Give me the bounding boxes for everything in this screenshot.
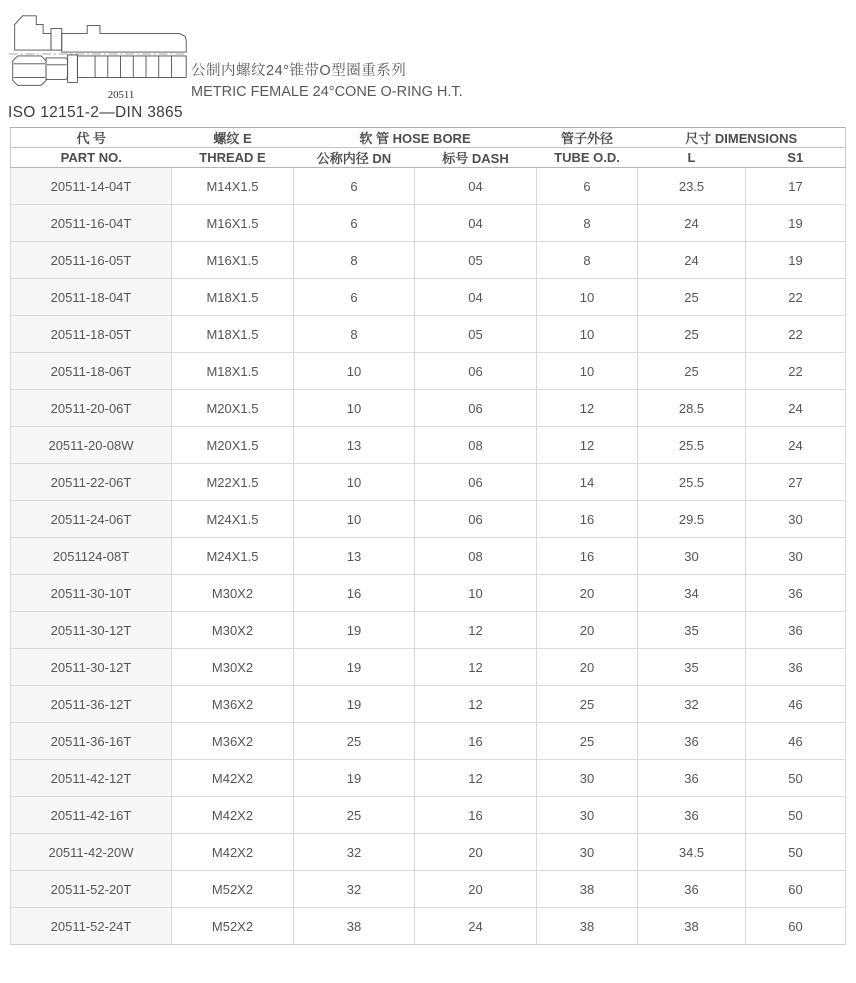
table-cell: 22 (746, 353, 846, 390)
table-cell: 19 (746, 205, 846, 242)
table-cell: 6 (294, 279, 415, 316)
table-cell: 50 (746, 760, 846, 797)
header-hose-bore: 软 管 HOSE BORE (294, 128, 537, 148)
table-cell: 46 (746, 686, 846, 723)
table-row (11, 612, 846, 649)
table-cell: M16X1.5 (172, 242, 294, 279)
table-cell: 36 (746, 612, 846, 649)
table-cell: 06 (415, 501, 537, 538)
table-cell: M18X1.5 (172, 279, 294, 316)
table-cell: M18X1.5 (172, 353, 294, 390)
table-cell: 10 (294, 464, 415, 501)
table-cell: 32 (294, 834, 415, 871)
table-cell: 25 (294, 797, 415, 834)
table-cell: 04 (415, 205, 537, 242)
header-part-no: PART NO. (11, 148, 172, 168)
page-header (0, 0, 856, 125)
cell-part-no: 20511-14-04T (11, 168, 172, 205)
cell-part-no: 20511-16-04T (11, 205, 172, 242)
table-cell: 05 (415, 316, 537, 353)
cell-part-no: 20511-18-06T (11, 353, 172, 390)
table-cell: 22 (746, 316, 846, 353)
table-cell: 10 (294, 353, 415, 390)
header-part-no-zh: 代 号 (11, 128, 172, 148)
header-row-en (11, 148, 846, 168)
table-cell: 10 (537, 279, 638, 316)
table-cell: 19 (294, 760, 415, 797)
table-row (11, 464, 846, 501)
table-row (11, 316, 846, 353)
table-cell: 16 (294, 575, 415, 612)
header-s1: S1 (746, 148, 846, 168)
table-cell: 36 (746, 575, 846, 612)
table-row (11, 538, 846, 575)
table-cell: 30 (537, 834, 638, 871)
table-cell: 25 (638, 279, 746, 316)
table-cell: 06 (415, 353, 537, 390)
cell-part-no: 20511-52-24T (11, 908, 172, 945)
table-row (11, 686, 846, 723)
table-cell: M22X1.5 (172, 464, 294, 501)
table-cell: 34.5 (638, 834, 746, 871)
cell-part-no: 20511-42-12T (11, 760, 172, 797)
header-l: L (638, 148, 746, 168)
table-cell: 13 (294, 538, 415, 575)
cell-part-no: 20511-30-12T (11, 612, 172, 649)
table-cell: 14 (537, 464, 638, 501)
cell-part-no: 20511-18-04T (11, 279, 172, 316)
cell-part-no: 20511-36-12T (11, 686, 172, 723)
table-cell: M30X2 (172, 612, 294, 649)
table-cell: 25.5 (638, 427, 746, 464)
table-cell: 36 (638, 797, 746, 834)
cell-part-no: 20511-30-12T (11, 649, 172, 686)
standard-reference: ISO 12151-2—DIN 3865 (8, 104, 183, 121)
header-dash: 标号 DASH (415, 148, 537, 168)
table-row (11, 649, 846, 686)
drawing-model-number: 20511 (107, 89, 135, 102)
table-cell: M20X1.5 (172, 427, 294, 464)
table-cell: 12 (415, 760, 537, 797)
table-cell: 28.5 (638, 390, 746, 427)
fitting-technical-drawing (5, 5, 190, 103)
header-row-zh (11, 128, 846, 148)
table-cell: 46 (746, 723, 846, 760)
table-cell: 08 (415, 427, 537, 464)
table-cell: M20X1.5 (172, 390, 294, 427)
table-cell: 6 (537, 168, 638, 205)
table-cell: 06 (415, 464, 537, 501)
table-cell: 19 (294, 686, 415, 723)
table-cell: M42X2 (172, 797, 294, 834)
table-cell: 20 (537, 649, 638, 686)
table-cell: 30 (537, 760, 638, 797)
product-title-en: METRIC FEMALE 24°CONE O-RING H.T. (191, 84, 463, 100)
cell-part-no: 20511-18-05T (11, 316, 172, 353)
cell-part-no: 20511-24-06T (11, 501, 172, 538)
table-cell: M16X1.5 (172, 205, 294, 242)
table-cell: 25 (294, 723, 415, 760)
table-cell: 10 (537, 316, 638, 353)
table-cell: 22 (746, 279, 846, 316)
table-cell: M52X2 (172, 871, 294, 908)
table-cell: 06 (415, 390, 537, 427)
table-cell: 08 (415, 538, 537, 575)
table-cell: 38 (537, 908, 638, 945)
table-cell: 23.5 (638, 168, 746, 205)
table-cell: 04 (415, 168, 537, 205)
table-cell: 20 (537, 612, 638, 649)
header-thread: THREAD E (172, 148, 294, 168)
table-cell: M30X2 (172, 575, 294, 612)
table-cell: 8 (537, 242, 638, 279)
table-cell: 60 (746, 871, 846, 908)
table-cell: M42X2 (172, 760, 294, 797)
table-cell: 12 (537, 427, 638, 464)
table-cell: 05 (415, 242, 537, 279)
table-cell: 24 (746, 427, 846, 464)
table-cell: M24X1.5 (172, 501, 294, 538)
table-cell: 25 (638, 316, 746, 353)
table-row (11, 797, 846, 834)
table-row (11, 279, 846, 316)
table-cell: 30 (638, 538, 746, 575)
table-cell: M42X2 (172, 834, 294, 871)
table-cell: 19 (746, 242, 846, 279)
table-cell: 13 (294, 427, 415, 464)
table-row (11, 760, 846, 797)
table-cell: 29.5 (638, 501, 746, 538)
table-cell: 36 (638, 723, 746, 760)
table-cell: 8 (294, 242, 415, 279)
table-cell: 35 (638, 612, 746, 649)
table-cell: 25 (537, 723, 638, 760)
table-cell: 38 (294, 908, 415, 945)
table-cell: 6 (294, 168, 415, 205)
cell-part-no: 20511-30-10T (11, 575, 172, 612)
table-cell: 20 (415, 834, 537, 871)
table-cell: 12 (415, 612, 537, 649)
table-cell: M14X1.5 (172, 168, 294, 205)
table-cell: 10 (294, 390, 415, 427)
table-row (11, 501, 846, 538)
header-tube-od-zh: 管子外径 (537, 128, 638, 148)
table-cell: 20 (537, 575, 638, 612)
table-row (11, 242, 846, 279)
table-cell: 12 (415, 649, 537, 686)
table-cell: 10 (294, 501, 415, 538)
cell-part-no: 20511-42-16T (11, 797, 172, 834)
table-cell: 34 (638, 575, 746, 612)
table-cell: 24 (746, 390, 846, 427)
cell-part-no: 20511-42-20W (11, 834, 172, 871)
cell-part-no: 20511-20-06T (11, 390, 172, 427)
table-cell: 6 (294, 205, 415, 242)
table-cell: 16 (415, 723, 537, 760)
table-cell: 36 (746, 649, 846, 686)
product-titles (191, 61, 463, 103)
fitting-drawing-svg (5, 5, 190, 103)
header-dimensions: 尺寸 DIMENSIONS (638, 128, 846, 148)
table-cell: M30X2 (172, 649, 294, 686)
table-cell: M52X2 (172, 908, 294, 945)
cell-part-no: 20511-52-20T (11, 871, 172, 908)
table-cell: M24X1.5 (172, 538, 294, 575)
table-cell: 30 (537, 797, 638, 834)
table-cell: 20 (415, 871, 537, 908)
table-cell: 04 (415, 279, 537, 316)
table-cell: 19 (294, 649, 415, 686)
cell-part-no: 20511-36-16T (11, 723, 172, 760)
table-row (11, 871, 846, 908)
table-cell: 25.5 (638, 464, 746, 501)
table-cell: 25 (638, 353, 746, 390)
table-cell: 12 (415, 686, 537, 723)
table-row (11, 834, 846, 871)
table-cell: 16 (415, 797, 537, 834)
header-dn: 公称内径 DN (294, 148, 415, 168)
table-cell: 30 (746, 538, 846, 575)
table-cell: M36X2 (172, 686, 294, 723)
table-row (11, 353, 846, 390)
spec-table (10, 127, 846, 945)
table-row (11, 390, 846, 427)
table-cell: 38 (537, 871, 638, 908)
table-cell: 25 (537, 686, 638, 723)
table-cell: M36X2 (172, 723, 294, 760)
table-cell: 24 (415, 908, 537, 945)
table-cell: 17 (746, 168, 846, 205)
spec-table-header (11, 128, 846, 168)
cell-part-no: 20511-20-08W (11, 427, 172, 464)
cell-part-no: 20511-22-06T (11, 464, 172, 501)
table-cell: 32 (294, 871, 415, 908)
table-cell: 8 (294, 316, 415, 353)
table-cell: 50 (746, 797, 846, 834)
table-cell: 16 (537, 501, 638, 538)
table-row (11, 168, 846, 205)
table-cell: 8 (537, 205, 638, 242)
cell-part-no: 20511-16-05T (11, 242, 172, 279)
table-cell: M18X1.5 (172, 316, 294, 353)
table-cell: 19 (294, 612, 415, 649)
table-cell: 24 (638, 242, 746, 279)
header-thread-zh: 螺纹 E (172, 128, 294, 148)
table-row (11, 205, 846, 242)
table-cell: 10 (415, 575, 537, 612)
table-row (11, 575, 846, 612)
table-cell: 35 (638, 649, 746, 686)
product-title-zh: 公制内螺纹24°锥带O型圈重系列 (191, 63, 407, 79)
table-cell: 30 (746, 501, 846, 538)
table-cell: 27 (746, 464, 846, 501)
table-cell: 12 (537, 390, 638, 427)
header-tube-od: TUBE O.D. (537, 148, 638, 168)
parts-table-body (11, 168, 846, 945)
table-cell: 10 (537, 353, 638, 390)
table-cell: 50 (746, 834, 846, 871)
table-cell: 60 (746, 908, 846, 945)
table-row (11, 427, 846, 464)
table-cell: 38 (638, 908, 746, 945)
table-cell: 32 (638, 686, 746, 723)
table-cell: 36 (638, 871, 746, 908)
cell-part-no: 2051124-08T (11, 538, 172, 575)
table-row (11, 723, 846, 760)
table-cell: 24 (638, 205, 746, 242)
table-cell: 16 (537, 538, 638, 575)
table-cell: 36 (638, 760, 746, 797)
table-row (11, 908, 846, 945)
